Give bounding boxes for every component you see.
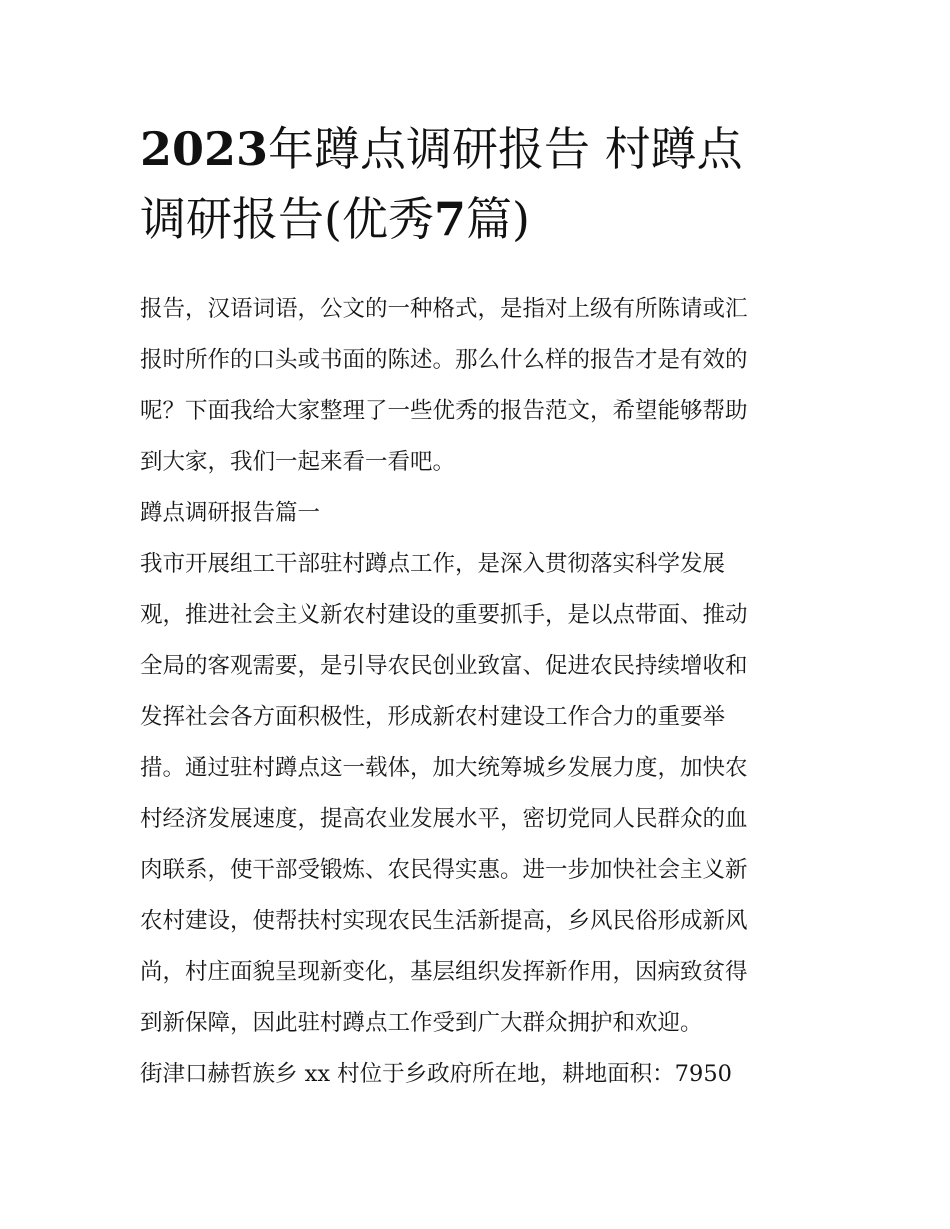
document-title <box>140 114 820 254</box>
text-line: 报告，汉语词语，公文的一种格式，是指对上级有所陈请或汇 <box>140 296 748 322</box>
text-line: 报时所作的口头或书面的陈述。那么什么样的报告才是有效的 <box>140 347 748 373</box>
body-paragraph-2 <box>140 1049 820 1100</box>
intro-paragraph <box>140 284 820 488</box>
section-heading-text: 蹲点调研报告篇一 <box>140 500 321 526</box>
title-line-1-text: 年蹲点调研报告 村蹲点 <box>268 122 743 176</box>
text-line: 街津口赫哲族乡 xx 村位于乡政府所在地，耕地面积：7950 <box>140 1061 732 1087</box>
document-body <box>140 284 820 1100</box>
title-line-2-end: 篇) <box>465 192 530 246</box>
text-line: 村经济发展速度，提高农业发展水平，密切党同人民群众的血 <box>140 806 748 832</box>
text-line: 到新保障，因此驻村蹲点工作受到广大群众拥护和欢迎。 <box>140 1010 703 1036</box>
text-line: 我市开展组工干部驻村蹲点工作，是深入贯彻落实科学发展 <box>140 551 726 577</box>
title-year: 2023 <box>140 122 269 176</box>
text-line: 措。通过驻村蹲点这一载体，加大统筹城乡发展力度，加快农 <box>140 755 748 781</box>
text-line: 发挥社会各方面积极性，形成新农村建设工作合力的重要举 <box>140 704 726 730</box>
body-paragraph-1 <box>140 539 820 1049</box>
title-count: 7 <box>433 192 466 246</box>
text-line: 呢？下面我给大家整理了一些优秀的报告范文，希望能够帮助 <box>140 398 748 424</box>
text-line: 肉联系，使干部受锻炼、农民得实惠。进一步加快社会主义新 <box>140 857 748 883</box>
title-line-2 <box>140 184 820 254</box>
text-line: 到大家，我们一起来看一看吧。 <box>140 449 456 475</box>
section-heading <box>140 488 820 539</box>
title-line-2-text: 调研报告(优秀 <box>140 192 434 246</box>
text-line: 尚，村庄面貌呈现新变化，基层组织发挥新作用，因病致贫得 <box>140 959 748 985</box>
text-line: 观，推进社会主义新农村建设的重要抓手，是以点带面、推动 <box>140 602 748 628</box>
title-line-1 <box>140 114 820 184</box>
text-line: 全局的客观需要，是引导农民创业致富、促进农民持续增收和 <box>140 653 748 679</box>
text-line: 农村建设，使帮扶村实现农民生活新提高，乡风民俗形成新风 <box>140 908 748 934</box>
